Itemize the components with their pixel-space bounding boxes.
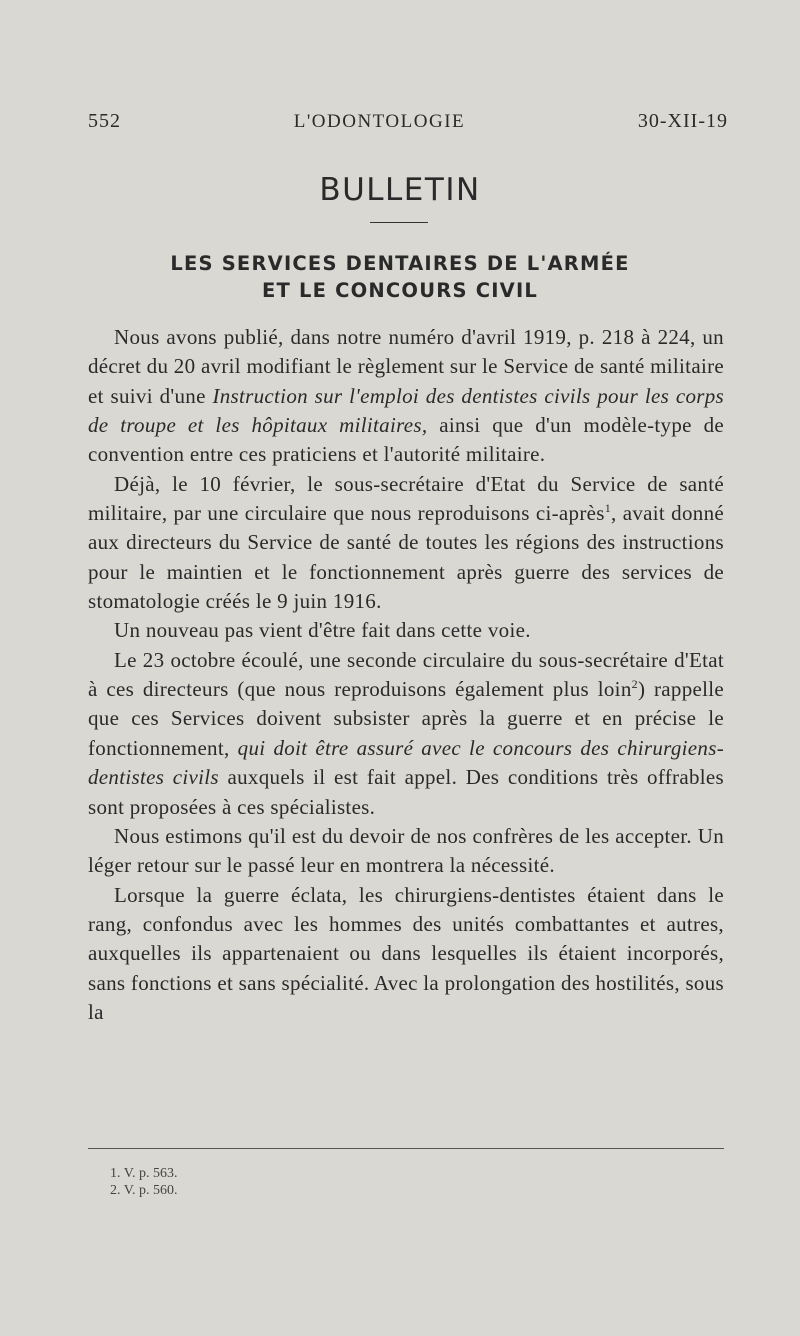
paragraph-1-text-a: Nous avons publié, dans notre numéro d'avril 1919, p. 218 à 224, un décret du 20 avril modifiant le règlement sur le Service de santé militaire et suivi d'une <box>88 325 724 408</box>
article-heading-line-1: LES SERVICES DENTAIRES DE L'ARMÉE <box>170 252 630 275</box>
paragraph-1-text-c: ainsi que d'un modèle-type de convention entre ces praticiens et l'autorité militaire. <box>88 413 724 467</box>
title-divider <box>370 222 428 223</box>
footnote-2: 2. V. p. 560. <box>110 1183 178 1198</box>
footnote-ref-1[interactable]: 1 <box>604 501 612 516</box>
paragraph-2 <box>88 470 724 617</box>
running-header <box>88 110 728 140</box>
page-number: 552 <box>88 110 121 132</box>
paragraph-3: Un nouveau pas vient d'être fait dans cette voie. <box>114 618 531 643</box>
paragraph-6: Lorsque la guerre éclata, les chirurgiens-dentistes étaient dans le rang, confondus avec les hommes des unités combattantes et autres, auxquelles ils appartenaient ou dans lesquelles ils étaient incorporés, sans fonctions et sans spécialité. Avec la prolongation des hostilités, sous la <box>88 882 724 1024</box>
footnote-ref-2[interactable]: 2 <box>631 677 638 692</box>
paragraph-4 <box>88 646 724 822</box>
paragraph-1-italic: Instruction sur l'emploi des dentistes civils pour les corps de troupe et les hôpitaux militaires, <box>88 383 724 438</box>
paragraph-4-italic: qui doit être assuré avec le concours des chirurgiens-dentistes civils <box>88 735 724 790</box>
paragraph-2-text-b: , avait donné aux directeurs du Service de santé de toutes les régions des instructions pour le maintien et le fonctionnement après guerre des services de stomatologie créés le 9 juin 1916. <box>88 501 725 614</box>
paragraph-4-text-a: Le 23 octobre écoulé, une seconde circulaire du sous-secrétaire d'Etat à ces directeurs (que nous reproduisons également plus loin <box>88 647 724 702</box>
paragraph-5: Nous estimons qu'il est du devoir de nos confrères de les accepter. Un léger retour sur le passé leur en montrera la nécessité. <box>88 823 724 878</box>
footnote-1: 1. V. p. 563. <box>110 1166 178 1181</box>
paragraph-4-text-d: auxquels il est fait appel. Des conditions très offrables sont proposées à ces spécialistes. <box>88 765 724 819</box>
article-body <box>88 323 724 1027</box>
journal-title: L'ODONTOLOGIE <box>293 111 466 132</box>
footnotes <box>110 1165 178 1199</box>
issue-date: 30-XII-19 <box>637 110 728 132</box>
article-heading <box>0 250 800 304</box>
footnote-divider <box>88 1148 724 1149</box>
article-heading-line-2: ET LE CONCOURS CIVIL <box>261 279 539 302</box>
paragraph-1 <box>88 323 724 470</box>
paragraph-4-text-b: ) rappelle que ces Services doivent subsister après la guerre et en précise le fonctionnement, <box>88 677 724 760</box>
paragraph-2-text-a: Déjà, le 10 février, le sous-secrétaire d'Etat du Service de santé militaire, par une circulaire que nous reproduisons ci-après <box>88 471 724 526</box>
section-title: BULLETIN <box>319 172 481 208</box>
